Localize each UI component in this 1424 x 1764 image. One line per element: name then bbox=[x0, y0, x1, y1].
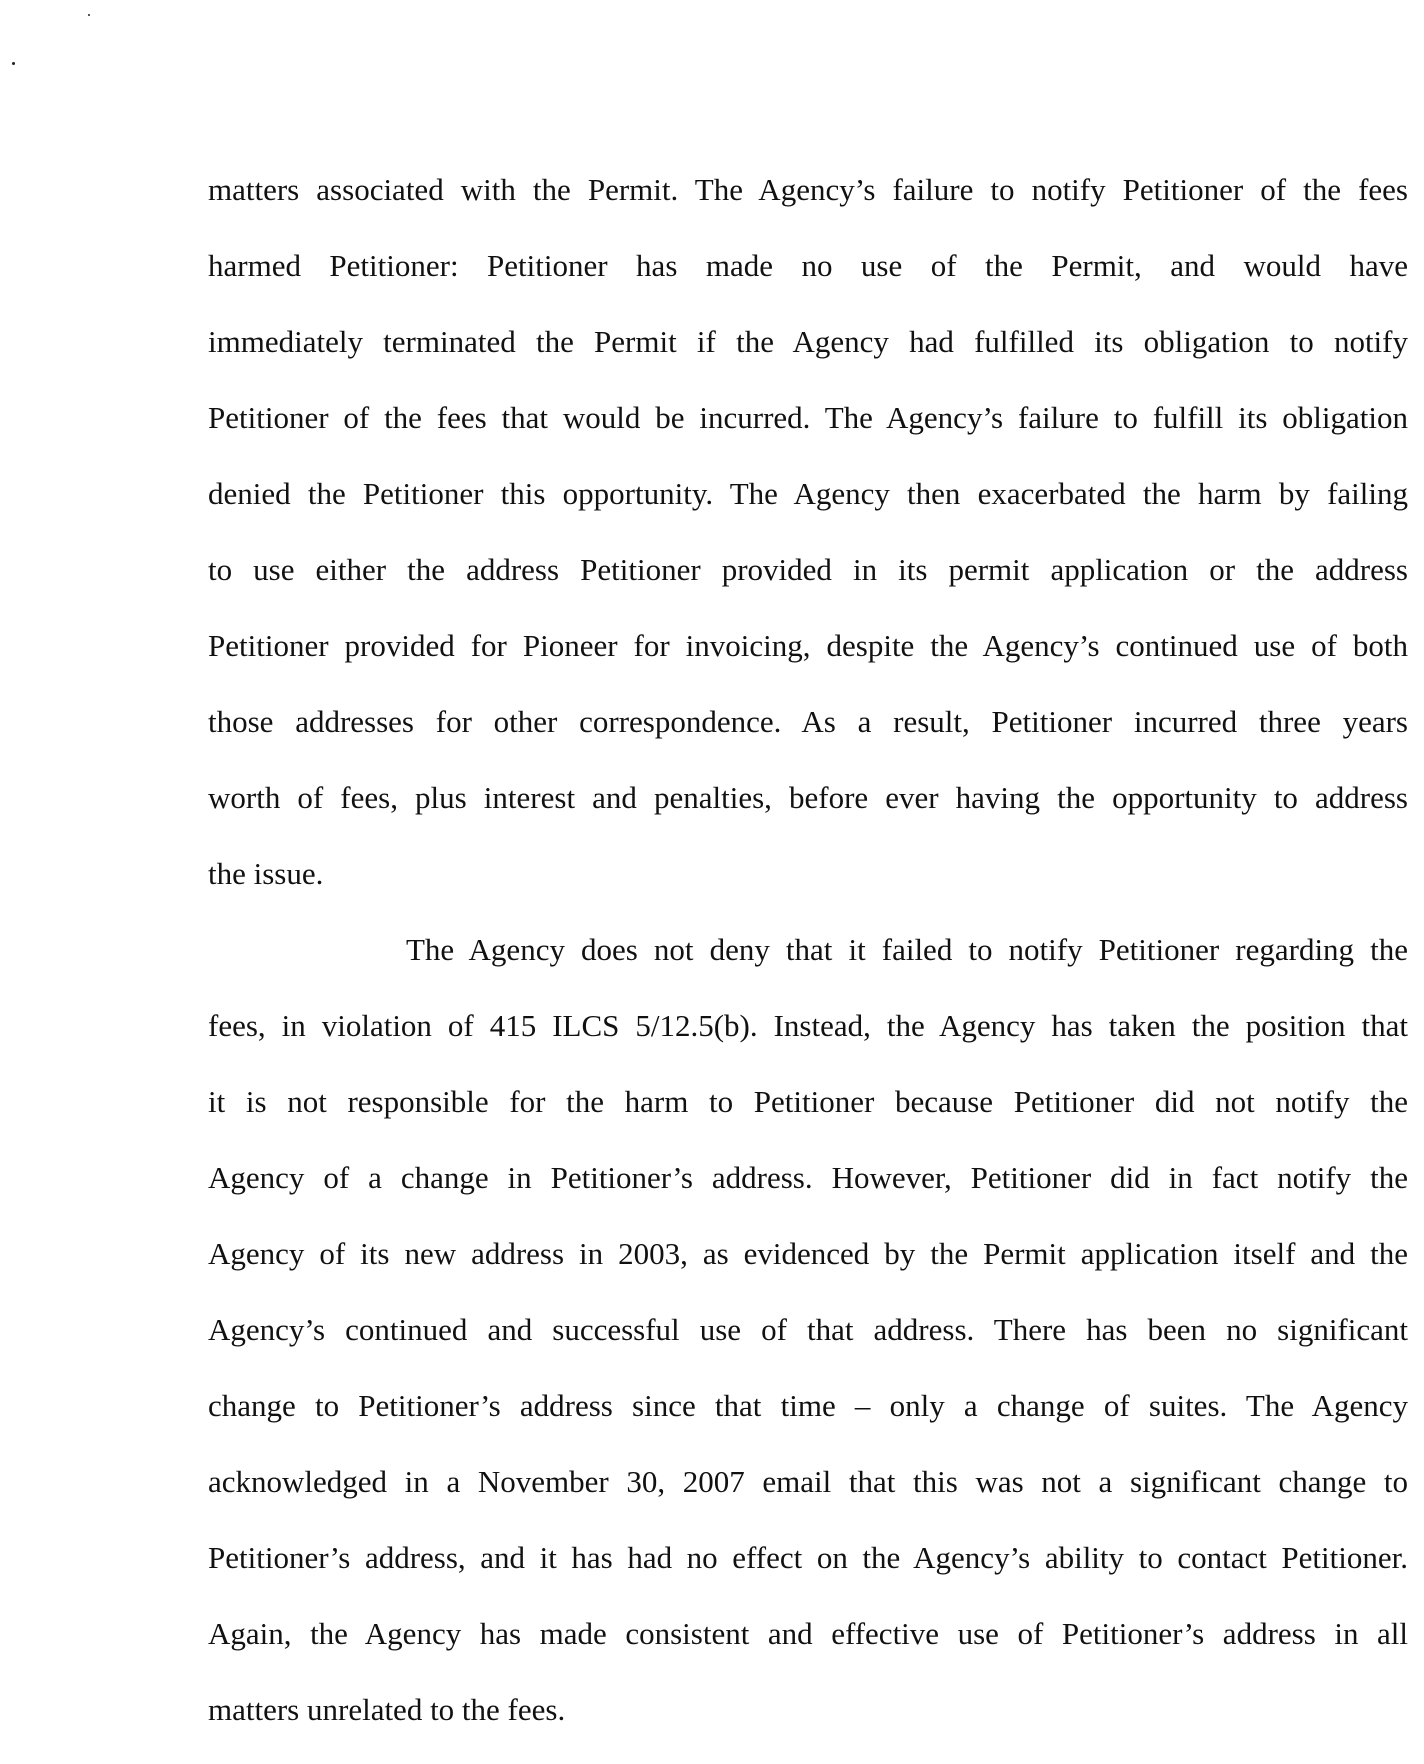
text-line: those addresses for other correspondence. As a result, Petitioner incurred three years bbox=[208, 704, 1408, 739]
text-line: Agency’s continued and successful use of that address. There has been no significant bbox=[208, 1312, 1408, 1347]
text-line: fees, in violation of 415 ILCS 5/12.5(b). Instead, the Agency has taken the position that bbox=[208, 1008, 1408, 1043]
text-line: it is not responsible for the harm to Petitioner because Petitioner did not notify the bbox=[208, 1084, 1408, 1119]
scan-speck bbox=[88, 14, 90, 16]
text-line: to use either the address Petitioner provided in its permit application or the address bbox=[208, 552, 1408, 587]
text-line: Petitioner of the fees that would be incurred. The Agency’s failure to fulfill its obligation bbox=[208, 400, 1408, 435]
text-line: immediately terminated the Permit if the Agency had fulfilled its obligation to notify bbox=[208, 324, 1408, 359]
text-line: harmed Petitioner: Petitioner has made no use of the Permit, and would have bbox=[208, 248, 1408, 283]
scan-speck bbox=[12, 62, 15, 65]
text-line: The Agency does not deny that it failed to notify Petitioner regarding the bbox=[406, 932, 1408, 967]
text-line: matters associated with the Permit. The Agency’s failure to notify Petitioner of the fees bbox=[208, 172, 1408, 207]
text-line: matters unrelated to the fees. bbox=[208, 1692, 566, 1727]
text-line: Agency of its new address in 2003, as evidenced by the Permit application itself and the bbox=[208, 1236, 1408, 1271]
paragraph-1 bbox=[208, 168, 1408, 928]
text-line: Again, the Agency has made consistent and effective use of Petitioner’s address in all bbox=[208, 1616, 1408, 1651]
document-body bbox=[208, 168, 1408, 1764]
text-line: change to Petitioner’s address since that time – only a change of suites. The Agency bbox=[208, 1388, 1408, 1423]
paragraph-2 bbox=[208, 928, 1408, 1764]
text-line: acknowledged in a November 30, 2007 email that this was not a significant change to bbox=[208, 1464, 1408, 1499]
text-line: denied the Petitioner this opportunity. The Agency then exacerbated the harm by failing bbox=[208, 476, 1408, 511]
text-line: the issue. bbox=[208, 856, 324, 891]
text-line: worth of fees, plus interest and penalties, before ever having the opportunity to address bbox=[208, 780, 1408, 815]
text-line: Petitioner’s address, and it has had no effect on the Agency’s ability to contact Petitioner. bbox=[208, 1540, 1408, 1575]
text-line: Petitioner provided for Pioneer for invoicing, despite the Agency’s continued use of both bbox=[208, 628, 1408, 663]
text-line: Agency of a change in Petitioner’s address. However, Petitioner did in fact notify the bbox=[208, 1160, 1408, 1195]
